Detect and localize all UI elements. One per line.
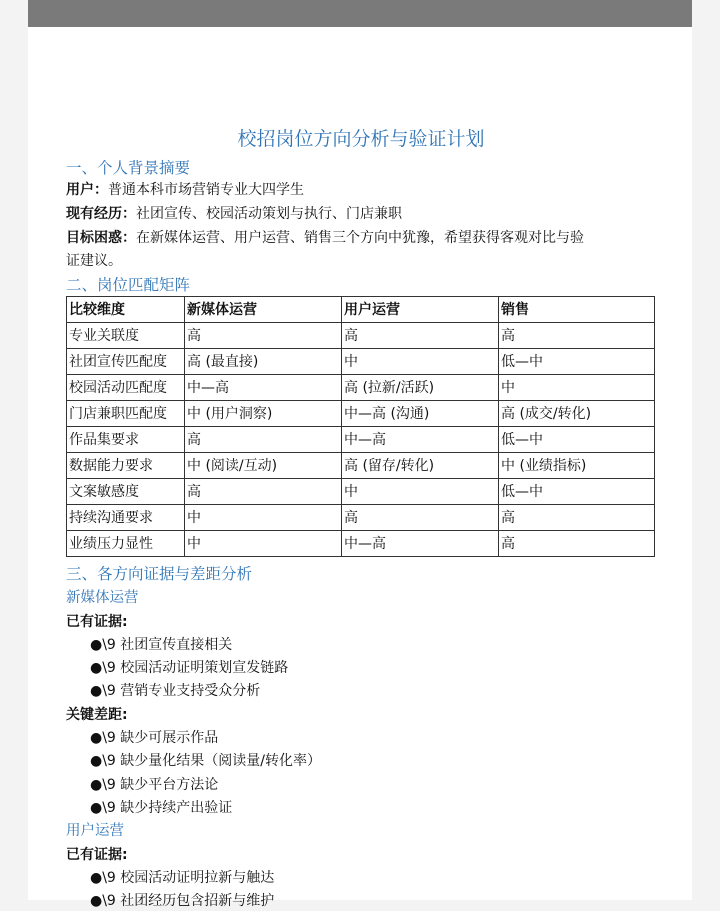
list-item-text: \9 缺少持续产出验证: [102, 800, 233, 816]
viewer-top-bar: [28, 0, 692, 27]
table-cell: 高 (留存/转化): [342, 453, 499, 479]
table-cell: 高: [185, 479, 342, 505]
bullet-icon: ●: [90, 777, 103, 793]
table-row: [67, 453, 655, 479]
bullet-icon: ●: [90, 893, 103, 909]
table-cell: 中—高: [342, 531, 499, 557]
list-item-text: \9 缺少量化结果（阅读量/转化率）: [102, 753, 322, 769]
list-item: [90, 891, 274, 911]
list-item: [90, 751, 321, 771]
goal-text-2: 证建议。: [66, 253, 122, 269]
bullet-icon: ●: [90, 753, 103, 769]
list-item-text: \9 缺少平台方法论: [102, 777, 219, 793]
table-cell: 高: [342, 505, 499, 531]
table-cell: 中: [499, 375, 655, 401]
table-cell: 低—中: [499, 349, 655, 375]
table-cell: 低—中: [499, 427, 655, 453]
table-cell: 中: [185, 531, 342, 557]
table-cell: 中—高: [342, 427, 499, 453]
table-cell: 业绩压力显性: [67, 531, 185, 557]
user-text: 普通本科市场营销专业大四学生: [108, 182, 304, 198]
bullet-icon: ●: [90, 637, 103, 653]
table-cell: 文案敏感度: [67, 479, 185, 505]
table-cell: 中 (用户洞察): [185, 401, 342, 427]
table-cell: 中: [342, 349, 499, 375]
table-row: [67, 427, 655, 453]
table-cell: 持续沟通要求: [67, 505, 185, 531]
table-cell: 数据能力要求: [67, 453, 185, 479]
goal-text-1: 在新媒体运营、用户运营、销售三个方向中犹豫，希望获得客观对比与验: [136, 230, 584, 246]
document-page: [28, 27, 692, 909]
section-1-heading: 一、个人背景摘要: [66, 159, 191, 177]
new-media-gap-label: 关键差距:: [66, 707, 128, 723]
list-item-text: \9 营销专业支持受众分析: [102, 683, 261, 699]
job-match-matrix: [66, 296, 655, 557]
list-item-text: \9 校园活动证明拉新与触达: [102, 870, 275, 886]
table-cell: 作品集要求: [67, 427, 185, 453]
user-ops-evidence-label: 已有证据:: [66, 847, 128, 863]
table-cell: 低—中: [499, 479, 655, 505]
bullet-icon: ●: [90, 730, 103, 746]
table-header-cell: 比较维度: [67, 297, 185, 323]
goal-line: [66, 227, 656, 249]
table-cell: 高 (成交/转化): [499, 401, 655, 427]
list-item-text: \9 社团经历包含招新与维护: [102, 893, 275, 909]
table-row: [67, 401, 655, 427]
list-item: [90, 868, 274, 888]
table-row: [67, 505, 655, 531]
section-3-heading: 三、各方向证据与差距分析: [66, 565, 253, 583]
experience-text: 社团宣传、校园活动策划与执行、门店兼职: [136, 206, 402, 222]
bullet-icon: ●: [90, 683, 103, 699]
list-item-text: \9 社团宣传直接相关: [102, 637, 233, 653]
section-2-heading: 二、岗位匹配矩阵: [66, 276, 191, 294]
goal-label: 目标困惑：: [66, 230, 136, 246]
table-cell: 高: [185, 323, 342, 349]
bullet-icon: ●: [90, 800, 103, 816]
table-cell: 中 (阅读/互动): [185, 453, 342, 479]
table-row: [67, 349, 655, 375]
table-header-cell: 销售: [499, 297, 655, 323]
table-cell: 高: [342, 323, 499, 349]
bullet-icon: ●: [90, 660, 103, 676]
list-item: [90, 775, 218, 795]
table-header-row: [67, 297, 655, 323]
table-cell: 门店兼职匹配度: [67, 401, 185, 427]
table-header-cell: 用户运营: [342, 297, 499, 323]
table-row: [67, 531, 655, 557]
table-cell: 高: [185, 427, 342, 453]
list-item-text: \9 缺少可展示作品: [102, 730, 219, 746]
user-ops-heading: 用户运营: [66, 823, 124, 839]
table-cell: 中: [342, 479, 499, 505]
table-cell: 校园活动匹配度: [67, 375, 185, 401]
table-cell: 社团宣传匹配度: [67, 349, 185, 375]
table-cell: 高: [499, 505, 655, 531]
table-cell: 高 (最直接): [185, 349, 342, 375]
table-cell: 专业关联度: [67, 323, 185, 349]
table-row: [67, 375, 655, 401]
table-cell: 中—高 (沟通): [342, 401, 499, 427]
table-row: [67, 323, 655, 349]
table-cell: 高: [499, 323, 655, 349]
document-title: 校招岗位方向分析与验证计划: [237, 128, 485, 150]
user-line: [66, 179, 656, 201]
list-item: [90, 798, 232, 818]
table-cell: 中: [185, 505, 342, 531]
list-item: [90, 658, 288, 678]
table-header-cell: 新媒体运营: [185, 297, 342, 323]
experience-line: [66, 203, 656, 225]
table-cell: 中 (业绩指标): [499, 453, 655, 479]
table-cell: 中—高: [185, 375, 342, 401]
bullet-icon: ●: [90, 870, 103, 886]
list-item: [90, 681, 260, 701]
list-item: [90, 728, 218, 748]
user-label: 用户：: [66, 182, 108, 198]
new-media-evidence-label: 已有证据:: [66, 614, 128, 630]
list-item-text: \9 校园活动证明策划宣发链路: [102, 660, 289, 676]
experience-label: 现有经历：: [66, 206, 136, 222]
table-row: [67, 479, 655, 505]
table-cell: 高 (拉新/活跃): [342, 375, 499, 401]
goal-line-continued: [66, 250, 656, 272]
new-media-heading: 新媒体运营: [66, 590, 139, 606]
list-item: [90, 635, 232, 655]
table-cell: 高: [499, 531, 655, 557]
